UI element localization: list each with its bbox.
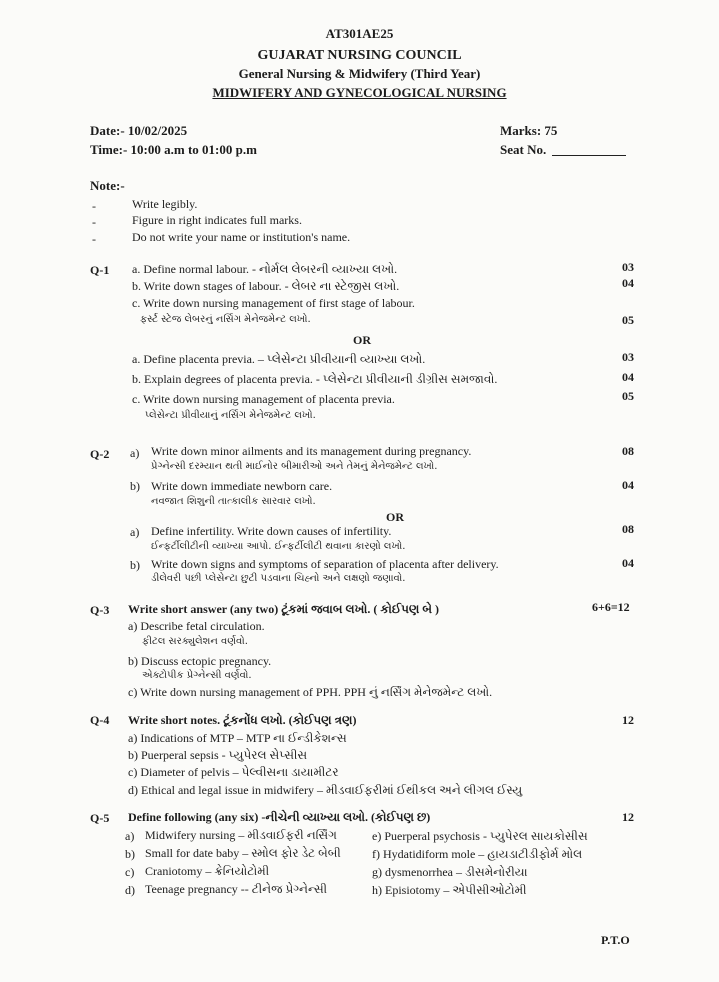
q1-or: OR <box>353 333 371 347</box>
q1c-gujarati: ફર્સ્ટ સ્ટેજ લેબરનું નર્સિંગ મેનેજમેન્ટ લખો. <box>140 314 311 325</box>
q2a2-text: Define infertility. Write down causes of infertility. <box>151 524 392 538</box>
q2b-label: b) <box>130 479 140 493</box>
q2a-marks: 08 <box>622 444 634 458</box>
q5-item-text: Craniotomy – ક્રેનિયોટોમી <box>145 864 270 878</box>
q2a-label: a) <box>130 446 140 460</box>
paper-code: AT301AE25 <box>325 26 394 41</box>
q5-item-text: Small for date baby – સ્મોલ ફોર ડેટ બેબી <box>145 846 341 860</box>
q5-item-label: c) <box>125 865 135 879</box>
q1a2-text: a. Define placenta previa. – પ્લેસેન્ટા પ્રીવીયાની વ્યાખ્યા લખો. <box>132 352 426 366</box>
q2-label: Q-2 <box>90 447 110 461</box>
q3-label: Q-3 <box>90 603 110 617</box>
q5-label: Q-5 <box>90 811 110 825</box>
q1b-marks: 04 <box>622 276 634 290</box>
note-bullet: - <box>92 199 96 213</box>
q4-title: Write short notes. ટૂંકનોંધ લખો. (કોઈપણ ત્રણ) <box>128 713 357 727</box>
q5-item-label: b) <box>125 847 135 861</box>
q2a-text: Write down minor ailments and its management during pregnancy. <box>151 444 472 458</box>
q1c2-text: c. Write down nursing management of placenta previa. <box>132 392 395 406</box>
q2a-gujarati: પ્રેગ્નેન્સી દરમ્યાન થતી માઈનોર બીમારીઓ અને તેમનું મેનેજમેન્ટ લખો. <box>151 461 438 472</box>
q1b2-marks: 04 <box>622 370 634 384</box>
q2-or: OR <box>386 510 404 524</box>
q3c-text: c) Write down nursing management of PPH. PPH નું નર્સિંગ મેનેજમેન્ટ લખો. <box>128 685 493 699</box>
q2a2-marks: 08 <box>622 522 634 536</box>
q1c-marks: 05 <box>622 313 634 327</box>
q2b2-gujarati: ડીલેવરી પછી પ્લેસેન્ટા છુટી પડવાના ચિહ્નો અને લક્ષણો જણાવો. <box>151 573 406 584</box>
council-name: GUJARAT NURSING COUNCIL <box>257 48 462 63</box>
q3-marks: 6+6=12 <box>592 600 630 614</box>
q3a-gujarati: ફીટલ સરક્યુલેશન વર્ણવો. <box>142 636 248 647</box>
note-bullet: - <box>92 232 96 246</box>
q1c2-marks: 05 <box>622 389 634 403</box>
note-item: Write legibly. <box>132 197 198 211</box>
q1a-marks: 03 <box>622 260 634 274</box>
note-item: Do not write your name or institution's name. <box>132 230 351 244</box>
seat-number-field <box>552 155 626 156</box>
exam-date: Date:- 10/02/2025 <box>90 123 188 138</box>
q5-item-label: d) <box>125 883 135 897</box>
q1a-text: a. Define normal labour. - નોર્મલ લેબરની વ્યાખ્યા લખો. <box>132 262 398 276</box>
q3b-gujarati: એક્ટોપીક પ્રેગ્નેન્સી વર્ણવો. <box>142 670 252 681</box>
q4-item: a) Indications of MTP – MTP ના ઈન્ડીકેશન્સ <box>128 731 347 745</box>
q3a-text: a) Describe fetal circulation. <box>128 619 265 633</box>
q2b-text: Write down immediate newborn care. <box>151 479 333 493</box>
q4-item: b) Puerperal sepsis - પ્યુપેરલ સેપ્સીસ <box>128 748 308 762</box>
q5-item-text: Teenage pregnancy -- ટીનેજ પ્રેગ્નેન્સી <box>145 882 328 896</box>
exam-time: Time:- 10:00 a.m to 01:00 p.m <box>90 142 257 157</box>
q2b-gujarati: નવજાત શિશુની તાત્કાલીક સારવાર લખો. <box>151 496 316 507</box>
q3-title: Write short answer (any two) ટૂંકમાં જવાબ લખો. ( કોઈપણ બે ) <box>128 602 440 616</box>
q2a2-gujarati: ઈન્ફર્ટીલીટીની વ્યાખ્યા આપો. ઈન્ફર્ટીલીટી થવાના કારણો લખો. <box>151 541 406 552</box>
q4-item: d) Ethical and legal issue in midwifery – મીડવાઈફરીમાં ઈથીકલ અને લીગલ ઈસ્યુ <box>128 783 523 797</box>
total-marks: Marks: 75 <box>500 123 558 138</box>
q3b-text: b) Discuss ectopic pregnancy. <box>128 654 272 668</box>
q1-label: Q-1 <box>90 263 110 277</box>
q2b-marks: 04 <box>622 478 634 492</box>
q1c-text: c. Write down nursing management of first stage of labour. <box>132 296 415 310</box>
q5-item-text: h) Episiotomy – એપીસીઓટોમી <box>372 883 527 897</box>
notes-title: Note:- <box>90 178 125 193</box>
q5-item-text: Midwifery nursing – મીડવાઈફરી નર્સિંગ <box>145 828 337 842</box>
q2b2-text: Write down signs and symptoms of separation of placenta after delivery. <box>151 557 499 571</box>
q5-item-text: f) Hydatidiform mole – હાયડાટીડીફોર્મ મોલ <box>372 847 583 861</box>
course-name: General Nursing & Midwifery (Third Year) <box>238 66 481 81</box>
q2b2-marks: 04 <box>622 556 634 570</box>
q1b-text: b. Write down stages of labour. - લેબર ના સ્ટેજીસ લખો. <box>132 279 400 293</box>
q4-marks: 12 <box>622 713 634 727</box>
subject-title: MIDWIFERY AND GYNECOLOGICAL NURSING <box>212 85 507 100</box>
seat-number-label: Seat No. <box>500 142 547 157</box>
q5-marks: 12 <box>622 810 634 824</box>
note-bullet: - <box>92 215 96 229</box>
q5-item-text: e) Puerperal psychosis - પ્યુપેરલ સાયકોસીસ <box>372 829 588 843</box>
q5-item-text: g) dysmenorrhea – ડીસમેનોરીયા <box>372 865 528 879</box>
note-item: Figure in right indicates full marks. <box>132 213 302 227</box>
q4-label: Q-4 <box>90 713 110 727</box>
q1b2-text: b. Explain degrees of placenta previa. - પ્લેસેન્ટા પ્રીવીયાની ડીગ્રીસ સમજાવો. <box>132 372 498 386</box>
q5-title: Define following (any six) -નીચેની વ્યાખ્યા લખો. (કોઈપણ છ) <box>128 810 431 824</box>
q1c2-gujarati: પ્લેસેન્ટા પ્રીવીયાનું નર્સિંગ મેનેજમેન્ટ લખો. <box>145 410 316 421</box>
q1a2-marks: 03 <box>622 350 634 364</box>
q4-item: c) Diameter of pelvis – પેલ્વીસના ડાયામીટર <box>128 765 339 779</box>
q2b2-label: b) <box>130 558 140 572</box>
page-turn-over: P.T.O <box>601 933 630 947</box>
q5-item-label: a) <box>125 829 135 843</box>
q2a2-label: a) <box>130 525 140 539</box>
